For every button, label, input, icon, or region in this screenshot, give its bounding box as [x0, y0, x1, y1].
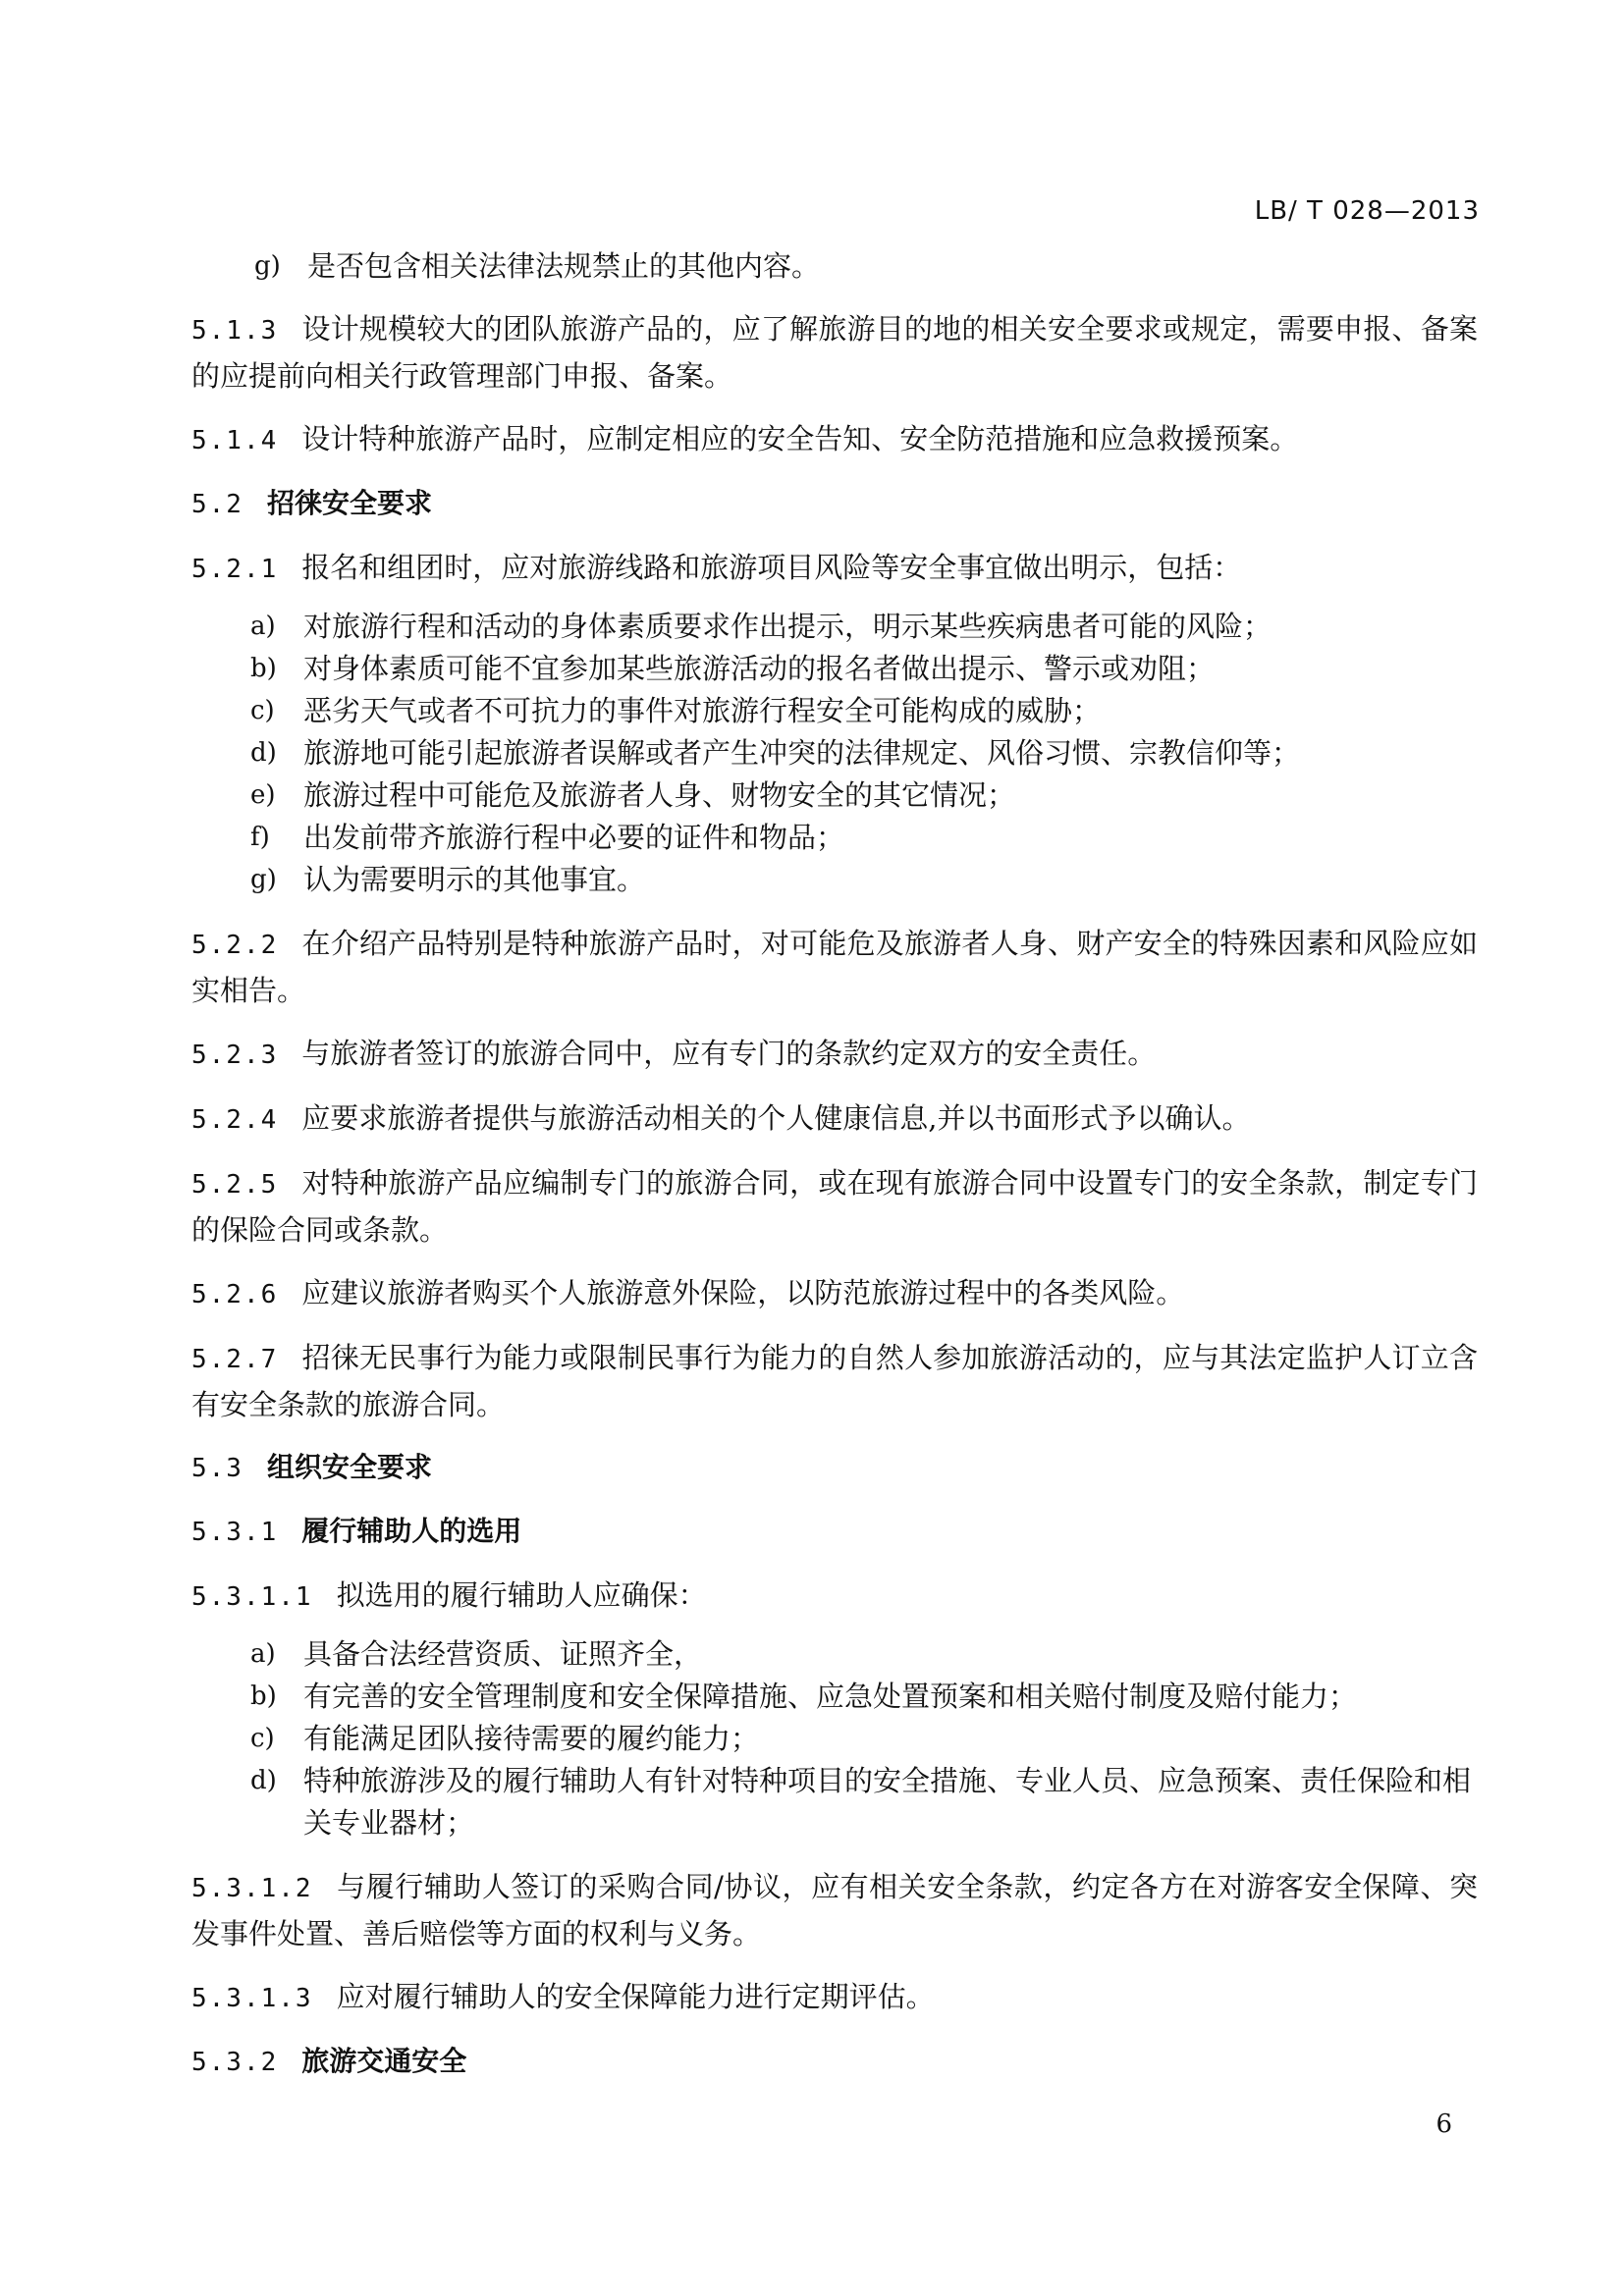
list-item-text: 对旅游行程和活动的身体素质要求作出提示，明示某些疾病患者可能的风险；: [303, 610, 1272, 643]
section-title: 旅游交通安全: [301, 2045, 467, 2077]
list-item-label: c): [250, 696, 275, 725]
list-item: [191, 1676, 1478, 1718]
clause-text: 与旅游者签订的旅游合同中，应有专门的条款约定双方的安全责任。: [301, 1037, 1157, 1070]
list-item-label: e): [250, 780, 276, 810]
clause-5-2-2: [191, 921, 1478, 1013]
list-item-label: a): [250, 612, 276, 641]
section-number: 5.3.1: [191, 1518, 279, 1547]
clause-number: 5.1.3: [191, 316, 279, 346]
clause-number: 5.2.6: [191, 1280, 279, 1309]
list-item: [191, 1760, 1478, 1844]
section-number: 5.3.2: [191, 2048, 279, 2077]
section-heading-5-3: [191, 1445, 1478, 1491]
list-item-label: b): [250, 1682, 277, 1711]
list-item-text: 对身体素质可能不宜参加某些旅游活动的报名者做出提示、警示或劝阻；: [303, 652, 1216, 685]
clause-number: 5.2.5: [191, 1170, 279, 1200]
clause-5-2-5: [191, 1160, 1478, 1253]
list-item: [191, 1633, 1478, 1676]
page-number: 6: [1435, 2109, 1452, 2139]
clause-5-2-1: [191, 545, 1478, 592]
clause-text: 拟选用的履行辅助人应确保：: [336, 1578, 707, 1612]
section-heading-5-3-1: [191, 1509, 1478, 1555]
list-item: [191, 1718, 1478, 1760]
list-item-label: g): [254, 251, 281, 281]
list-item-g-prev: [191, 243, 1478, 289]
clause-text: 应建议旅游者购买个人旅游意外保险，以防范旅游过程中的各类风险。: [301, 1276, 1185, 1309]
list-item-text: 有完善的安全管理制度和安全保障措施、应急处置预案和相关赔付制度及赔付能力；: [303, 1680, 1358, 1713]
clause-5-1-4: [191, 416, 1478, 463]
list-item-text: 恶劣天气或者不可抗力的事件对旅游行程安全可能构成的威胁；: [303, 694, 1102, 727]
list-item-label: g): [250, 865, 277, 894]
list-item-label: d): [250, 1766, 277, 1795]
list-item-text: 有能满足团队接待需要的履约能力；: [303, 1722, 760, 1755]
clause-number: 5.2.4: [191, 1105, 279, 1135]
list-item-text: 旅游过程中可能危及旅游者人身、财物安全的其它情况；: [303, 778, 1016, 812]
list-item-text: 出发前带齐旅游行程中必要的证件和物品；: [303, 821, 845, 854]
clause-text: 招徕无民事行为能力或限制民事行为能力的自然人参加旅游活动的，应与其法定监护人订立含有安全条款的旅游合同。: [191, 1341, 1478, 1421]
section-title: 履行辅助人的选用: [301, 1515, 522, 1547]
clause-text: 在介绍产品特别是特种旅游产品时，对可能危及旅游者人身、财产安全的特殊因素和风险应如实相告。: [191, 927, 1478, 1007]
list-5-2-1: [191, 606, 1478, 901]
clause-5-2-6: [191, 1270, 1478, 1317]
list-item-text: 是否包含相关法律法规禁止的其他内容。: [307, 249, 821, 283]
list-item-label: b): [250, 654, 277, 683]
section-heading-5-3-2: [191, 2039, 1478, 2085]
list-item-text: 认为需要明示的其他事宜。: [303, 863, 646, 896]
clause-5-1-3: [191, 306, 1478, 399]
clause-text: 应对履行辅助人的安全保障能力进行定期评估。: [336, 1980, 935, 2013]
list-5-3-1-1: [191, 1633, 1478, 1844]
clause-number: 5.1.4: [191, 426, 279, 455]
clause-text: 与履行辅助人签订的采购合同/协议，应有相关安全条款，约定各方在对游客安全保障、突发事件处置、善后赔偿等方面的权利与义务。: [191, 1870, 1478, 1950]
list-item-label: a): [250, 1639, 276, 1669]
list-item-text: 特种旅游涉及的履行辅助人有针对特种项目的安全措施、专业人员、应急预案、责任保险和相关专业器材；: [303, 1764, 1472, 1840]
list-item: [191, 243, 1478, 289]
list-item-label: f): [250, 823, 270, 852]
list-item: [191, 859, 1478, 901]
list-item-text: 旅游地可能引起旅游者误解或者产生冲突的法律规定、风俗习惯、宗教信仰等；: [303, 736, 1301, 770]
document-body: [191, 243, 1478, 2103]
clause-text: 对特种旅游产品应编制专门的旅游合同，或在现有旅游合同中设置专门的安全条款，制定专门的保险合同或条款。: [191, 1166, 1478, 1247]
clause-text: 应要求旅游者提供与旅游活动相关的个人健康信息,并以书面形式予以确认。: [301, 1101, 1251, 1135]
list-item: [191, 732, 1478, 774]
list-item-label: c): [250, 1724, 275, 1753]
standard-code: LB/ T 028—2013: [1254, 196, 1480, 226]
clause-text: 报名和组团时，应对旅游线路和旅游项目风险等安全事宜做出明示，包括：: [301, 551, 1242, 584]
list-item: [191, 690, 1478, 732]
section-title: 组织安全要求: [266, 1451, 432, 1483]
clause-number: 5.2.7: [191, 1345, 279, 1374]
clause-number: 5.2.2: [191, 931, 279, 960]
clause-number: 5.3.1.3: [191, 1984, 313, 2013]
clause-number: 5.3.1.1: [191, 1582, 313, 1612]
clause-number: 5.3.1.2: [191, 1874, 313, 1903]
list-item: [191, 774, 1478, 817]
clause-text: 设计规模较大的团队旅游产品的，应了解旅游目的地的相关安全要求或规定，需要申报、备案的应提前向相关行政管理部门申报、备案。: [191, 312, 1478, 393]
clause-text: 设计特种旅游产品时，应制定相应的安全告知、安全防范措施和应急救援预案。: [301, 422, 1299, 455]
list-item-label: d): [250, 738, 277, 768]
clause-5-3-1-3: [191, 1974, 1478, 2021]
clause-5-2-7: [191, 1335, 1478, 1427]
list-item-text: 具备合法经营资质、证照齐全，: [303, 1637, 703, 1671]
clause-number: 5.2.1: [191, 555, 279, 584]
section-title: 招徕安全要求: [266, 487, 432, 519]
list-item: [191, 648, 1478, 690]
clause-5-2-3: [191, 1031, 1478, 1078]
clause-5-2-4: [191, 1095, 1478, 1143]
clause-5-3-1-2: [191, 1864, 1478, 1956]
clause-number: 5.2.3: [191, 1041, 279, 1070]
section-number: 5.3: [191, 1454, 244, 1483]
section-number: 5.2: [191, 490, 244, 519]
list-item: [191, 606, 1478, 648]
list-item: [191, 817, 1478, 859]
clause-5-3-1-1: [191, 1573, 1478, 1620]
section-heading-5-2: [191, 481, 1478, 527]
